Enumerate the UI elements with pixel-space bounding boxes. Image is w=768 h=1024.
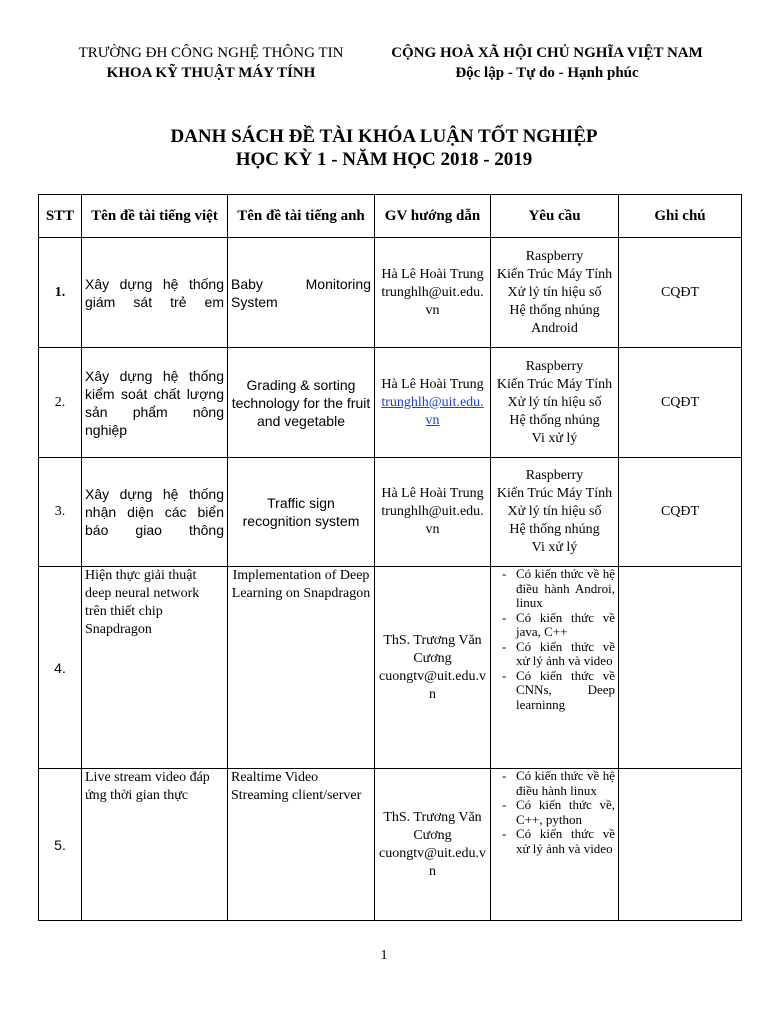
page-number: 1: [380, 948, 388, 963]
english-title: Realtime Video Streaming client/server: [228, 769, 375, 921]
supervisor-email: cuongtv@uit.edu.vn: [379, 668, 486, 702]
requirements: [491, 458, 619, 567]
supervisor: [375, 458, 491, 567]
requirement-item: Raspberry: [525, 248, 584, 264]
supervisor: [375, 567, 491, 769]
requirement-item: Xử lý tín hiệu số: [507, 504, 602, 519]
row-number: 5.: [39, 769, 82, 921]
header-english-title: Tên đề tài tiếng anh: [228, 195, 375, 238]
requirement-item: - Có kiến thức về java, C++: [516, 611, 615, 640]
english-title: Implementation of Deep Learning on Snapdragon: [228, 567, 375, 769]
supervisor-name: Hà Lê Hoài Trung: [381, 266, 484, 282]
vietnamese-title: Xây dựng hệ thống nhận diện các biển báo giao thông: [82, 458, 228, 567]
requirement-item: Raspberry: [525, 358, 584, 374]
header-right: [366, 43, 728, 83]
row-number: 3.: [39, 458, 82, 567]
note: CQĐT: [619, 238, 742, 348]
supervisor: [375, 348, 491, 458]
table-row: [39, 769, 742, 921]
topics-table: [38, 194, 742, 921]
requirement-item: Vi xử lý: [531, 430, 578, 446]
national-motto: Độc lập - Tự do - Hạnh phúc: [455, 65, 639, 81]
requirement-item: Xử lý tín hiệu số: [507, 394, 602, 410]
requirement-item: Kiến Trúc Máy Tính: [496, 266, 613, 282]
english-title: Baby Monitoring System: [228, 238, 375, 348]
note: [619, 769, 742, 921]
table-header-row: [39, 195, 742, 238]
header-requirements: Yêu cầu: [491, 195, 619, 238]
requirements: [491, 567, 619, 769]
note: CQĐT: [619, 348, 742, 458]
requirement-item: Kiến Trúc Máy Tính: [496, 376, 613, 392]
requirements: [491, 769, 619, 921]
header-stt: STT: [39, 195, 82, 238]
table-row: [39, 348, 742, 458]
header-notes: Ghi chú: [619, 195, 742, 238]
document-title: DANH SÁCH ĐỀ TÀI KHÓA LUẬN TỐT NGHIỆP: [170, 126, 598, 147]
vietnamese-title: Hiện thực giải thuật deep neural network trên thiết chip Snapdragon: [82, 567, 228, 769]
header-vietnamese-title: Tên đề tài tiếng việt: [82, 195, 228, 238]
header-supervisor: GV hướng dẫn: [375, 195, 491, 238]
supervisor-name: Hà Lê Hoài Trung: [381, 376, 484, 392]
faculty-name: KHOA KỸ THUẬT MÁY TÍNH: [106, 65, 316, 81]
requirement-item: Xử lý tín hiệu số: [507, 284, 602, 300]
requirement-item: - Có kiến thức về CNNs, Deep learninng: [516, 669, 615, 713]
supervisor-name: Hà Lê Hoài Trung: [381, 486, 484, 501]
vietnamese-title: Xây dựng hệ thống kiểm soát chất lượng sản phẩm nông nghiệp: [82, 348, 228, 458]
requirements-list: [494, 769, 615, 856]
supervisor: [375, 238, 491, 348]
requirement-item: Vi xử lý: [531, 540, 578, 555]
table-row: [39, 458, 742, 567]
requirement-item: - Có kiến thức về hệ điều hành linux: [516, 769, 615, 798]
requirement-item: Hệ thống nhúng: [509, 302, 600, 318]
english-title: Grading & sorting technology for the fruit and vegetable: [228, 348, 375, 458]
table-row: [39, 238, 742, 348]
supervisor: [375, 769, 491, 921]
requirement-item: - Có kiến thức về xử lý ảnh và video: [516, 827, 615, 856]
requirement-item: - Có kiến thức về hệ điều hành Androi, linux: [516, 567, 615, 611]
requirement-item: Hệ thống nhúng: [509, 522, 600, 537]
supervisor-email: trunghlh@uit.edu.vn: [381, 284, 484, 318]
requirements-list: [494, 567, 615, 712]
row-number: 1.: [39, 238, 82, 348]
row-number: 4.: [39, 567, 82, 769]
supervisor-email: trunghlh@uit.edu.vn: [381, 504, 484, 537]
note: [619, 567, 742, 769]
note: CQĐT: [619, 458, 742, 567]
requirement-item: Android: [531, 320, 578, 336]
table-row: [39, 567, 742, 769]
requirement-item: - Có kiến thức về, C++, python: [516, 798, 615, 827]
requirements: [491, 238, 619, 348]
requirement-item: Hệ thống nhúng: [509, 412, 600, 428]
supervisor-name: ThS. Trương Văn Cương: [383, 632, 482, 666]
university-name: TRƯỜNG ĐH CÔNG NGHỆ THÔNG TIN: [78, 45, 344, 61]
vietnamese-title: Live stream video đáp ứng thời gian thực: [82, 769, 228, 921]
requirements: [491, 348, 619, 458]
document-subtitle: HỌC KỲ 1 - NĂM HỌC 2018 - 2019: [235, 149, 533, 170]
supervisor-email: cuongtv@uit.edu.vn: [379, 845, 486, 879]
requirement-item: - Có kiến thức về xử lý ảnh và video: [516, 640, 615, 669]
country-name: CỘNG HOÀ XÃ HỘI CHỦ NGHĨA VIỆT NAM: [391, 45, 703, 61]
requirement-item: Raspberry: [525, 468, 584, 483]
row-number: 2.: [39, 348, 82, 458]
supervisor-name: ThS. Trương Văn Cương: [383, 809, 482, 843]
header-left: [52, 43, 370, 83]
vietnamese-title: Xây dựng hệ thống giám sát trẻ em: [82, 238, 228, 348]
supervisor-email-link[interactable]: trunghlh@uit.edu.vn: [381, 394, 484, 428]
requirement-item: Kiến Trúc Máy Tính: [496, 486, 613, 501]
english-title: Traffic sign recognition system: [228, 458, 375, 567]
